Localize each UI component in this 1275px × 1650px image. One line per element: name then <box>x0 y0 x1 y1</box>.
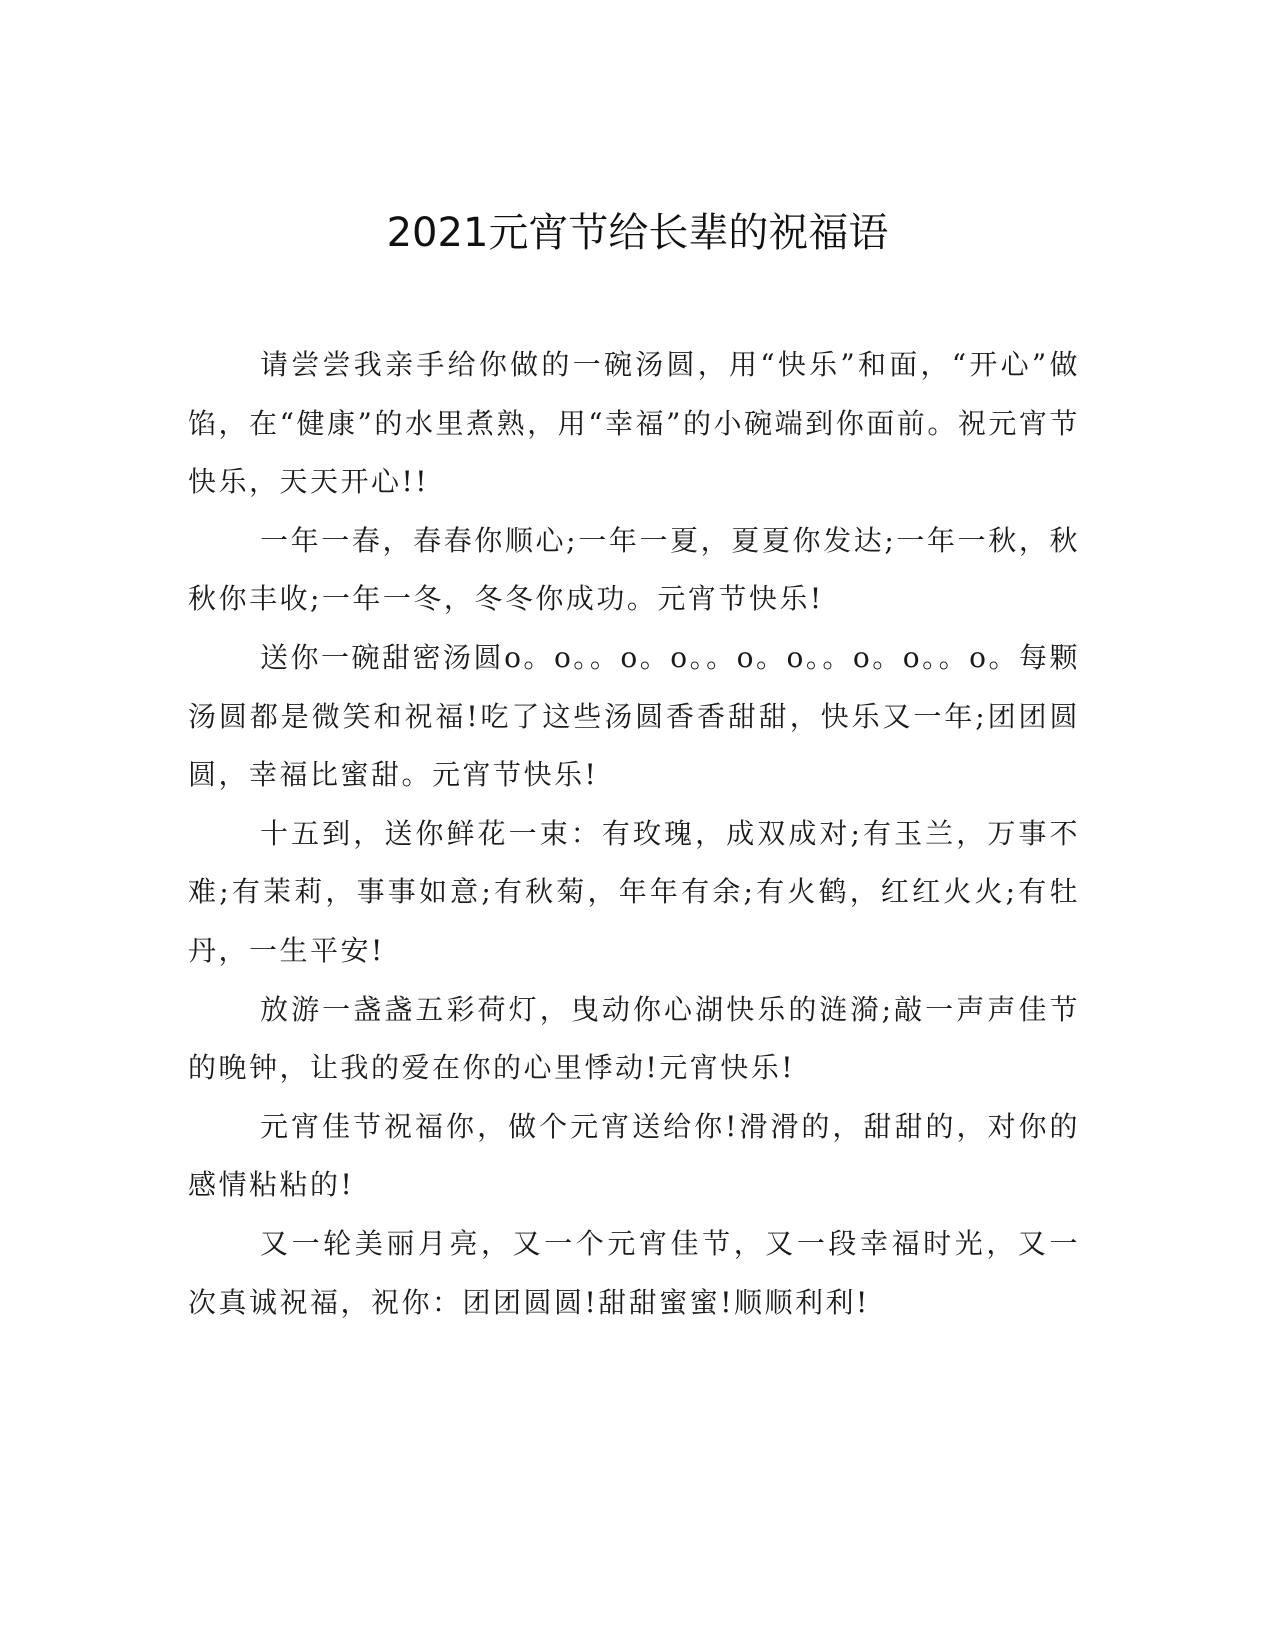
paragraph: 元宵佳节祝福你，做个元宵送给你!滑滑的，甜甜的，对你的感情粘粘的! <box>188 1109 1080 1202</box>
paragraph: 又一轮美丽月亮，又一个元宵佳节，又一段幸福时光，又一次真诚祝福，祝你：团团圆圆!甜甜蜜蜜!顺顺利利! <box>188 1226 1080 1319</box>
paragraph: 一年一春，春春你顺心;一年一夏，夏夏你发达;一年一秋，秋秋你丰收;一年一冬，冬冬你成功。元宵节快乐! <box>188 523 1080 616</box>
document-title: 2021元宵节给长辈的祝福语 <box>386 210 889 256</box>
paragraph: 请尝尝我亲手给你做的一碗汤圆，用“快乐”和面，“开心”做馅，在“健康”的水里煮熟，用“幸福”的小碗端到你面前。祝元宵节快乐，天天开心!! <box>188 348 1080 499</box>
paragraph: 送你一碗甜密汤圆o。o。。o。o。。o。o。。o。o。。o。每颗汤圆都是微笑和祝福!吃了这些汤圆香香甜甜，快乐又一年;团团圆圆，幸福比蜜甜。元宵节快乐! <box>188 640 1080 792</box>
paragraph: 放游一盏盏五彩荷灯，曳动你心湖快乐的涟漪;敲一声声佳节的晚钟，让我的爱在你的心里悸动!元宵快乐! <box>188 992 1080 1085</box>
paragraph: 十五到，送你鲜花一束：有玫瑰，成双成对;有玉兰，万事不难;有茉莉，事事如意;有秋菊，年年有余;有火鹤，红红火火;有牡丹，一生平安! <box>188 816 1080 967</box>
document-body <box>188 336 1080 1332</box>
